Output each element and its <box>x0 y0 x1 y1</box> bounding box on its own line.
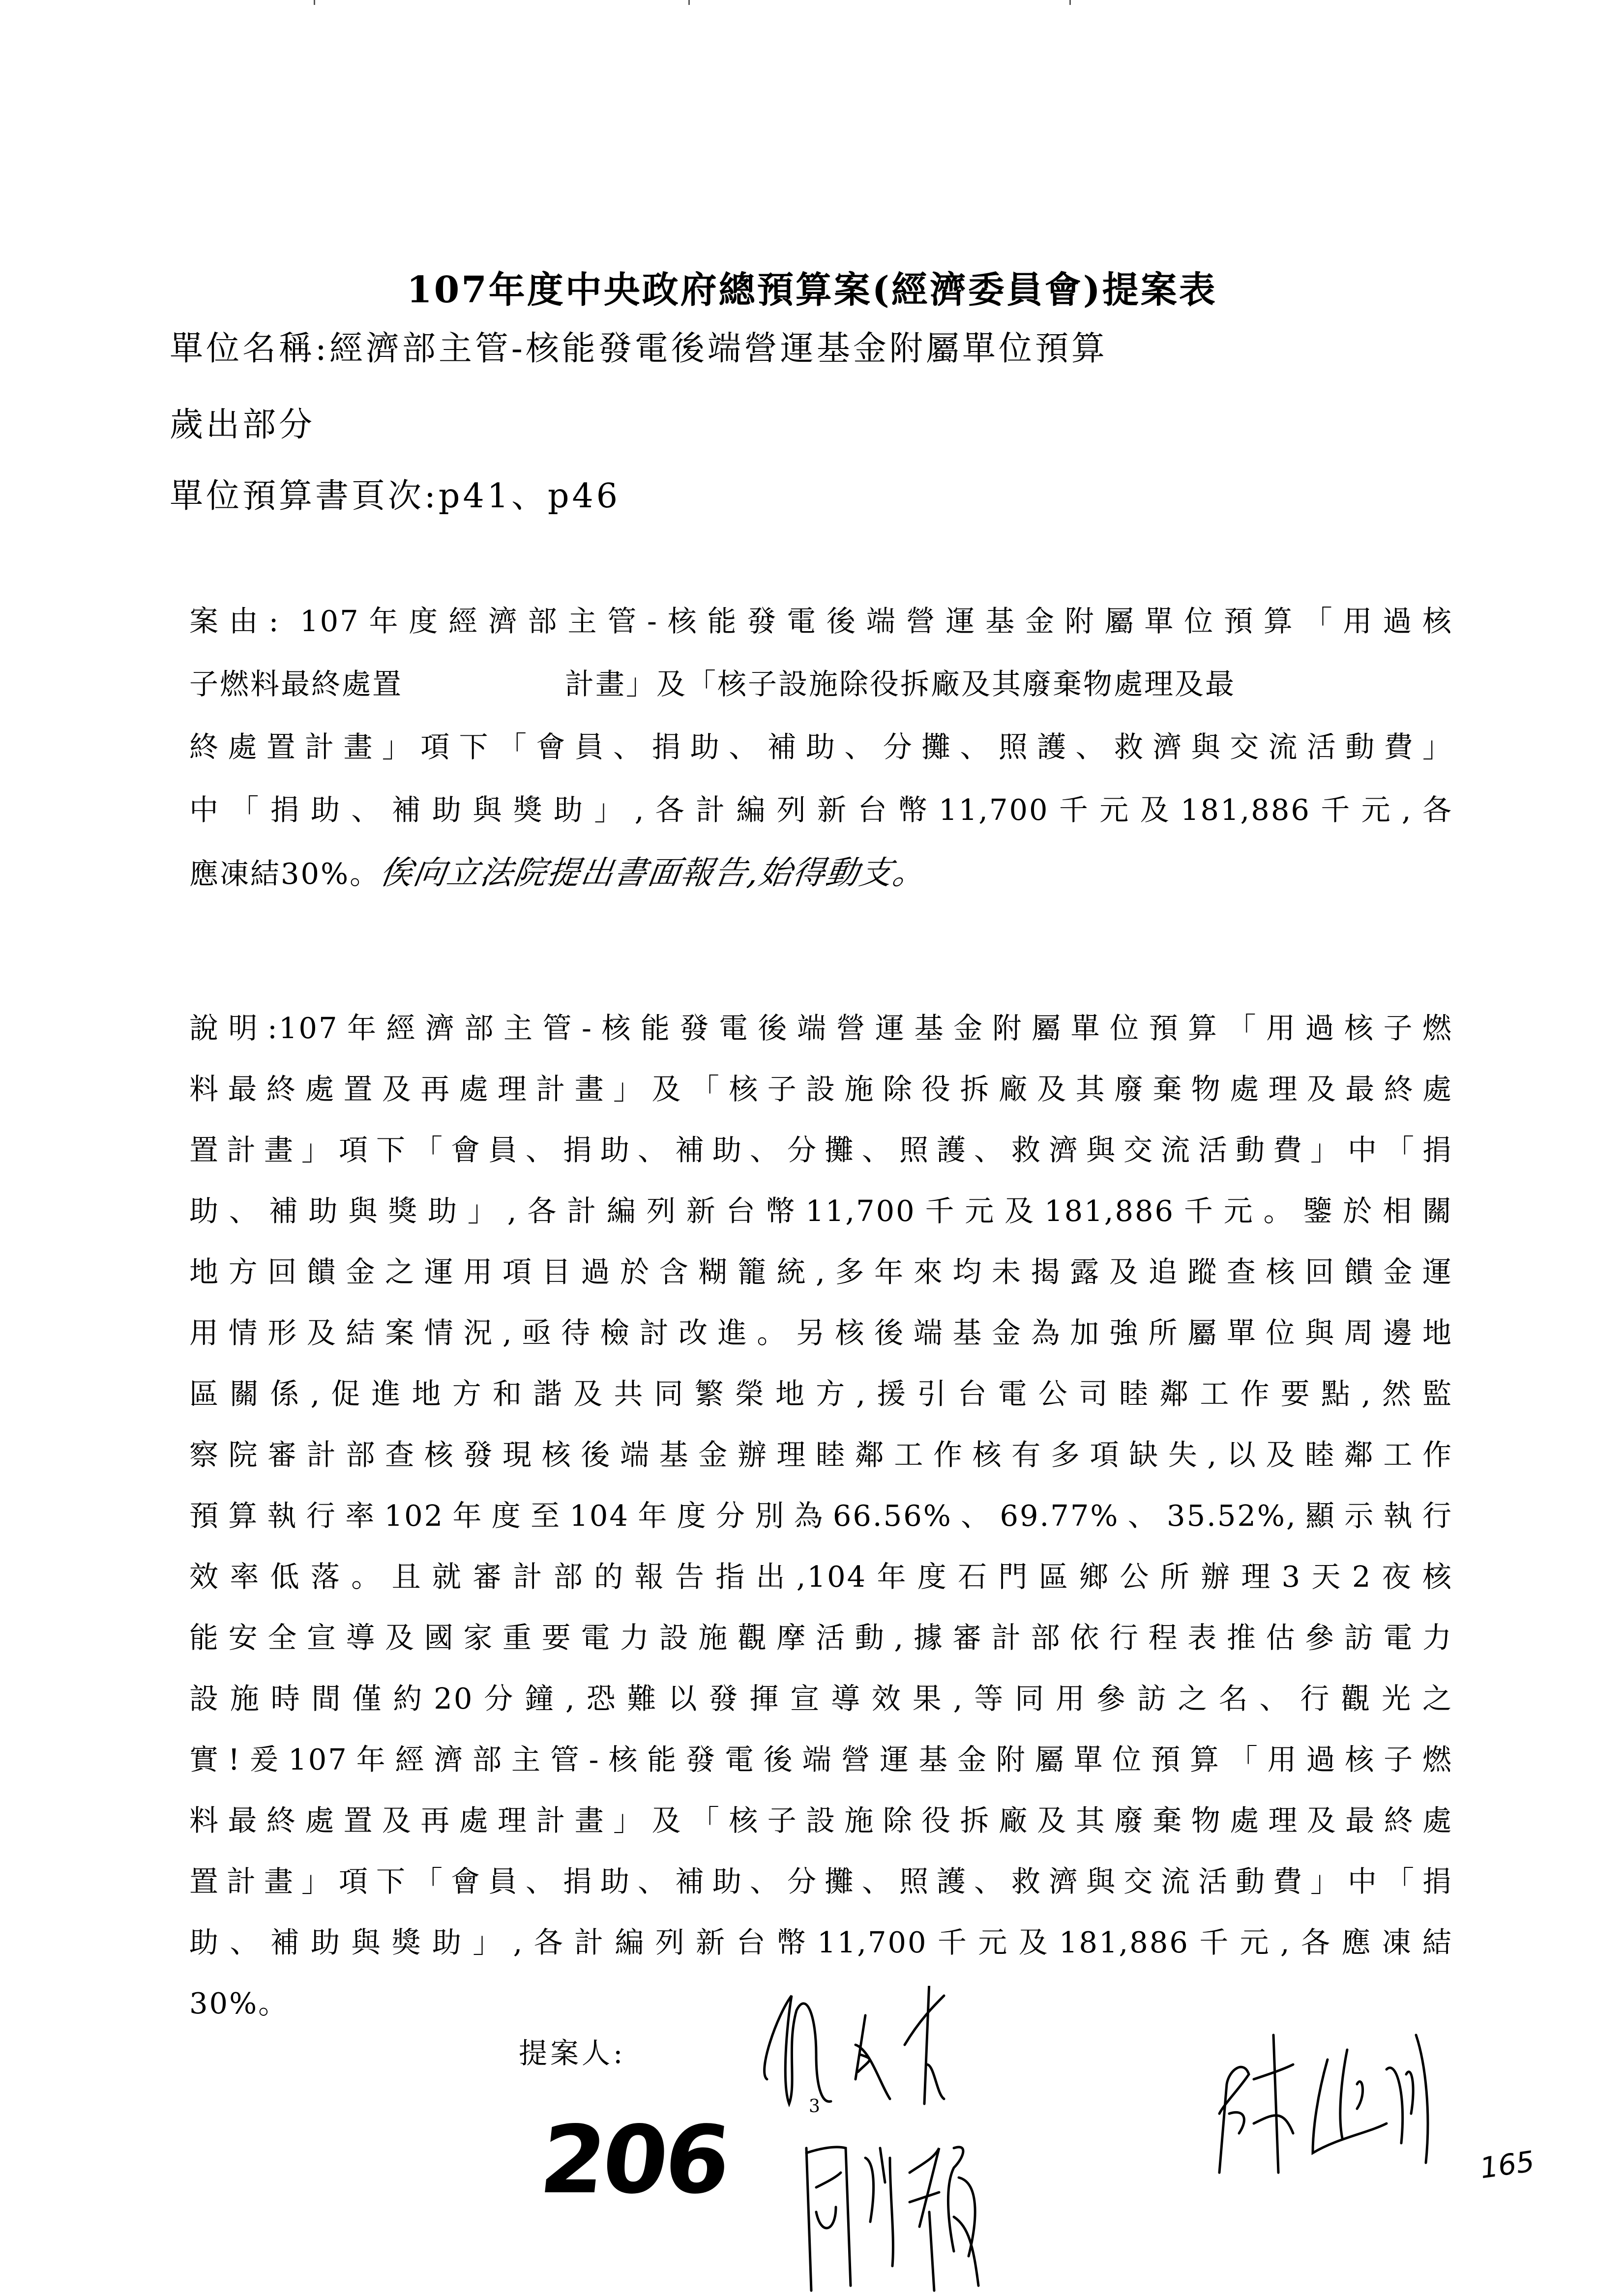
reason-line <box>189 653 1453 716</box>
explanation-line: 實!爰107年經濟部主管-核能發電後端營運基金附屬單位預算「用過核子燃 <box>189 1743 1453 1776</box>
signature-1 <box>757 1986 1033 2114</box>
explanation-line: 助、補助與獎助」,各計編列新台幣11,700千元及181,886千元。鑒於相關 <box>189 1194 1453 1228</box>
explanation-line: 30%。 <box>189 1986 289 2020</box>
signature-2 <box>1200 2015 1475 2178</box>
proposer-label: 提案人: <box>519 2036 626 2070</box>
explanation-line: 能安全宣導及國家重要電力設施觀摩活動,據審計部依行程表推估參訪電力 <box>189 1621 1453 1655</box>
explanation-line: 地方回饋金之運用項目過於含糊籠統,多年來均未揭露及追蹤查核回饋金運 <box>189 1255 1453 1289</box>
budget-section: 歲出部分 <box>170 406 316 444</box>
explanation-line: 置計畫」項下「會員、捐助、補助、分攤、照護、救濟與交流活動費」中「捐 <box>189 1864 1453 1898</box>
explanation-line: 置計畫」項下「會員、捐助、補助、分攤、照護、救濟與交流活動費」中「捐 <box>189 1133 1453 1167</box>
explanation-line: 察院審計部查核發現核後端基金辦理睦鄰工作核有多項缺失,以及睦鄰工作 <box>189 1438 1453 1472</box>
reason-line-part: 子燃料最終處置 <box>189 667 403 701</box>
document-title: 107年度中央政府總預算案(經濟委員會)提案表 <box>407 269 1217 311</box>
explanation <box>189 998 1453 2034</box>
reason-line <box>189 842 1453 904</box>
budget-page-reference: 單位預算書頁次:p41、p46 <box>170 477 621 516</box>
handwritten-page-number: 165 <box>1477 2144 1536 2185</box>
handwritten-stamp-number: 206 <box>535 2106 733 2214</box>
explanation-line: 助、補助與獎助」,各計編列新台幣11,700千元及181,886千元,各應凍結 <box>189 1925 1453 1959</box>
unit-name: 單位名稱:經濟部主管-核能發電後端營運基金附屬單位預算 <box>170 329 1108 368</box>
explanation-line: 料最終處置及再處理計畫」及「核子設施除役拆廠及其廢棄物處理及最終處 <box>189 1803 1453 1837</box>
explanation-line: 設施時間僅約20分鐘,恐難以發揮宣導效果,等同用參訪之名、行觀光之 <box>189 1682 1453 1715</box>
explanation-line: 說明:107年經濟部主管-核能發電後端營運基金附屬單位預算「用過核子燃 <box>189 1011 1453 1045</box>
explanation-line: 預算執行率102年度至104年度分別為66.56%、69.77%、35.52%,顯示執行 <box>189 1499 1453 1533</box>
reason-line-part: 應凍結30%。 <box>189 857 381 891</box>
reason-line: 終處置計畫」項下「會員、捐助、補助、分攤、照護、救濟與交流活動費」 <box>189 730 1453 764</box>
explanation-line: 效率低落。且就審計部的報告指出,104年度石門區鄉公所辦理3天2夜核 <box>189 1560 1453 1594</box>
explanation-line: 區關係,促進地方和諧及共同繁榮地方,援引台電公司睦鄰工作要點,然監 <box>189 1377 1453 1411</box>
explanation-line: 料最終處置及再處理計畫」及「核子設施除役拆廠及其廢棄物處理及最終處 <box>189 1072 1453 1106</box>
reason-line: 案由: 107年度經濟部主管-核能發電後端營運基金附屬單位預算「用過核 <box>189 604 1453 638</box>
reason-line: 中「捐助、補助與獎助」,各計編列新台幣11,700千元及181,886千元,各 <box>189 793 1453 827</box>
page-number: 3 <box>809 2096 820 2117</box>
reason-line-part: 計畫」及「核子設施除役拆廠及其廢棄物處理及最 <box>565 667 1236 701</box>
proposal-reason <box>189 590 1453 904</box>
explanation-line: 用情形及結案情況,亟待檢討改進。另核後端基金為加強所屬單位與周邊地 <box>189 1316 1453 1350</box>
signature-3 <box>792 2128 998 2296</box>
handwritten-amendment: 俟向立法院提出書面報告,始得動支。 <box>377 854 929 892</box>
